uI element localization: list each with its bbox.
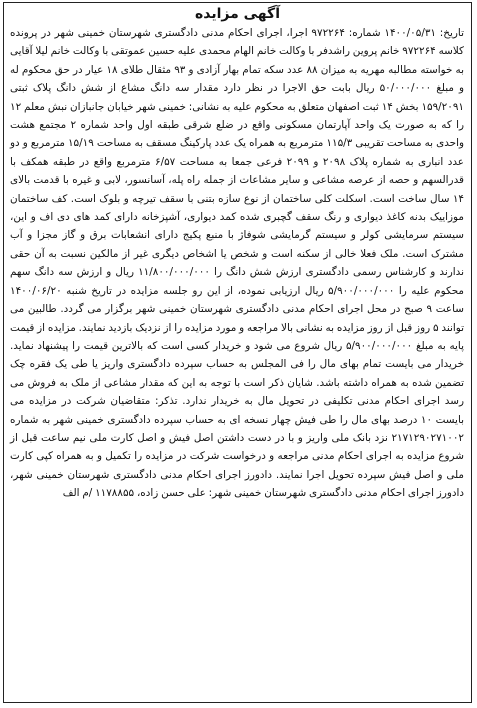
notice-body: تاریخ: ۱۴۰۰/۰۵/۳۱ شماره: ۹۷۲۲۶۴ اجرا، اجرای احکام مدنی دادگستری شهرستان خمینی شهر در پرونده کلاسه ۹۷۲۲۶۴ خانم پروین راشدفر با وکالت خانم الهام محمدی علیه حسین عموتقی با وکالت خانم لیلا آقایی به خواسته مطالبه مهریه به میزان ۸۸ عدد سکه تمام بهار آزادی و ۹۳ مثقال طلای ۱۸ عیار در حق محکوم له و مبلغ ۵۰/۰۰۰/۰۰۰ ریال بابت حق الاجرا در نظر دارد مقدار سه دانگ مشاع از شش دانگ پلاک ثبتی ۱۵۹/۲۰۹۱ بخش ۱۴ ثبت اصفهان متعلق به محکوم علیه به نشانی: خمینی شهر خیابان جانبازان نبش معلم ۱۲ را که به صورت یک واحد آپارتمان مسکونی واقع در ضلع شرقی طبقه اول واحد شماره ۲ مجتمع هشت واحدی به مساحت تقریبی ۱۱۵/۳ مترمربع به همراه یک عدد پارکینگ مسقف به مساحت ۱۵/۱۹ مترمربع و دو عدد انباری به شماره پلاک ۲۰۹۸ و ۲۰۹۹ فرعی جمعا به مساحت ۶/۵۷ مترمربع واقع در طبقه همکف با قدرالسهم و حصه از عرصه مشاعی و سایر مشاعات از جمله راه پله، آسانسور، لابی و غیره با قدمت بالای ۱۴ سال ساخت است. اسکلت کلی ساختمان از نوع سازه بتنی با سقف تیرچه و بلوک است. کف ساختمان موزاییک بدنه کاغذ دیواری و رنگ سقف گچبری شده کمد دیواری، آشپزخانه دارای کمد های دی اف و این، سیستم سرمایشی کولر و سیستم گرمایشی شوفاژ با منبع پکیج دارای انشعابات برق و گاز مجزا و آب مشترک است. ملک فعلا خالی از سکنه است و شخص یا اشخاص دیگری غیر از مالکین نسبت به آن حقی ندارند و کارشناس رسمی دادگستری ارزش شش دانگ را ۱۱/۸۰۰/۰۰۰/۰۰۰ ریال و ارزش سه دانگ سهم محکوم علیه را ۵/۹۰۰/۰۰۰/۰۰۰ ریال ارزیابی نموده، از این رو جلسه مزایده در تاریخ شنبه ۱۴۰۰/۰۶/۲۰ ساعت ۹ صبح در محل اجرای احکام مدنی دادگستری شهرستان خمینی شهر برگزار می گردد. طالبین می توانند ۵ روز قبل از روز مزایده به نشانی بالا مراجعه و مورد مزایده را از نزدیک بازدید نمایند. مزایده از قیمت پایه به مبلغ ۵/۹۰۰/۰۰۰/۰۰۰ ریال شروع می شود و خریدار کسی است که بالاترین قیمت را پیشنهاد نماید. خریدار می بایست تمام بهای مال را فی المجلس به حساب سپرده دادگستری واریز یا طی یک فقره چک تضمین شده به همراه داشته باشد. شایان ذکر است با توجه به این که مقدار مشاعی از ملک به فروش می رسد اجرای احکام مدنی تکلیفی در تحویل مال به خریدار ندارد. تذکر: متقاضیان شرکت در مزایده می بایست ۱۰ درصد بهای مال را طی فیش چهار نسخه ای به حساب سپرده دادگستری خمینی شهر به شماره ۲۱۷۱۲۹۰۲۷۱۰۰۲ نزد بانک ملی واریز و با در دست داشتن اصل فیش و اصل کارت ملی نیم ساعت قبل از شروع مزایده به اجرای احکام مدنی مراجعه و درخواست شرکت در مزایده را تکمیل و به همراه کپی کارت ملی و اصل فیش سپرده تحویل اجرا نمایند. دادورز اجرای احکام مدنی دادگستری شهرستان خمینی شهر، دادورز اجرای احکام مدنی دادگستری شهرستان خمینی شهر: علی حسن زاده، ۱۱۷۸۸۵۵ /م الف — [10, 27, 465, 500]
auction-notice — [3, 2, 472, 703]
notice-title: آگهی مزایده — [194, 6, 280, 22]
